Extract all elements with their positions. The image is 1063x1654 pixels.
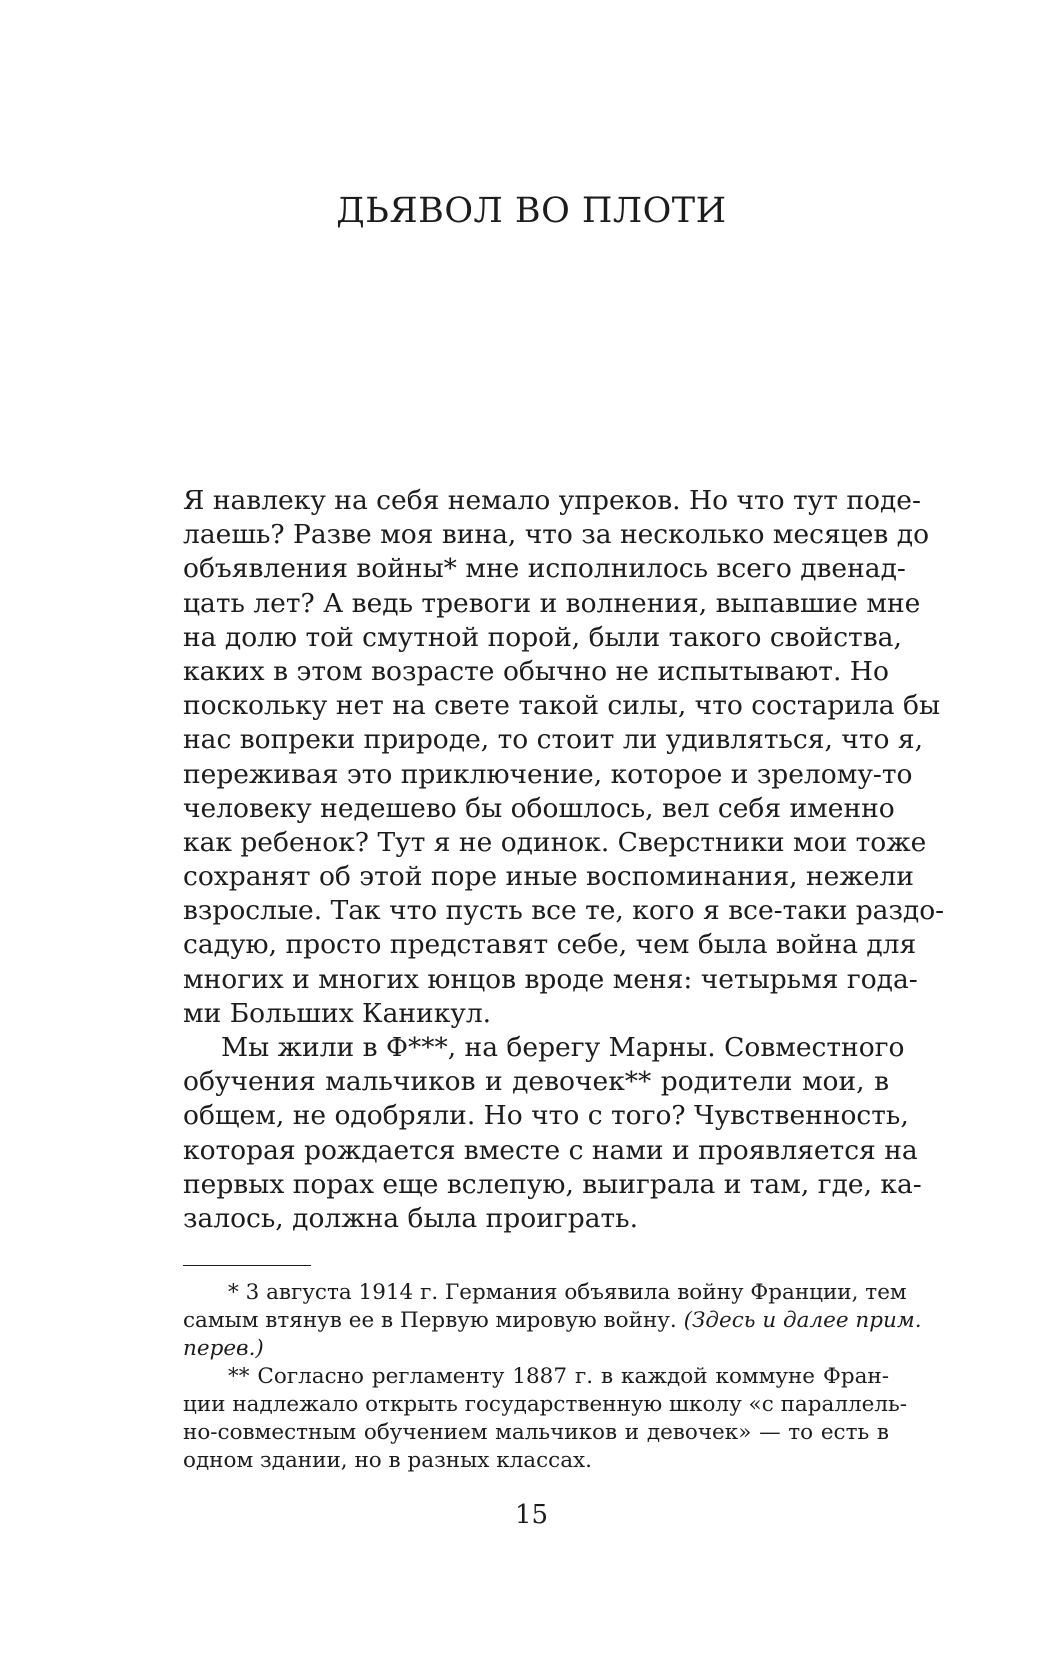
footnote-1 xyxy=(183,1279,922,1363)
text-line: взрослые. Так что пусть все те, кого я все-таки раздо- xyxy=(183,895,945,927)
footnote-line: но-совместным обучением мальчиков и девочек» — то есть в xyxy=(183,1420,889,1445)
footnote-text: самым втянув ее в Первую мировую войну. xyxy=(183,1308,677,1333)
text-line: обучения мальчиков и девочек** родители мои, в xyxy=(183,1066,889,1098)
text-line: человеку недешево бы обошлось, вел себя именно xyxy=(183,792,895,824)
text-line: первых порах еще вслепую, выиграла и там, где, ка- xyxy=(183,1168,922,1200)
text-line: садую, просто представят себе, чем была война для xyxy=(183,929,917,961)
text-line: каких в этом возрасте обычно не испытывают. Но xyxy=(183,655,889,687)
footnote-line: ** Согласно регламенту 1887 г. в каждой коммуне Фран- xyxy=(228,1364,889,1389)
footnote-line: ции надлежало открыть государственную школу «с параллель- xyxy=(183,1392,907,1417)
footnote-line xyxy=(183,1335,889,1363)
footnote-2 xyxy=(183,1363,907,1475)
chapter-title: ДЬЯВОЛ ВО ПЛОТИ xyxy=(336,191,727,232)
text-line: на долю той смутной порой, были такого свойства, xyxy=(183,621,902,653)
text-line: цать лет? А ведь тревоги и волнения, выпавшие мне xyxy=(183,587,921,619)
main-text xyxy=(183,484,945,1236)
footnote-line: одном здании, но в разных классах. xyxy=(183,1448,592,1473)
footnotes xyxy=(183,1279,922,1475)
footnote-divider xyxy=(183,1265,311,1266)
paragraph-2 xyxy=(183,1031,922,1236)
footnote-line xyxy=(183,1307,922,1335)
text-line: залось, должна была проиграть. xyxy=(183,1202,639,1234)
text-line: лаешь? Разве моя вина, что за несколько месяцев до xyxy=(183,519,930,551)
text-line: общем, не одобряли. Но что с того? Чувственность, xyxy=(183,1100,909,1132)
text-line: сохранят об этой поре иные воспоминания, нежели xyxy=(183,861,914,893)
text-line: поскольку нет на свете такой силы, что состарила бы xyxy=(183,690,941,722)
text-line: как ребенок? Тут я не одинок. Сверстники мои тоже xyxy=(183,826,927,858)
text-line: Мы жили в Ф***, на берегу Марны. Совместного xyxy=(221,1032,905,1063)
page-number: 15 xyxy=(514,1500,549,1530)
footnote-line: * 3 августа 1914 г. Германия объявила войну Франции, тем xyxy=(228,1280,907,1305)
text-line: многих и многих юнцов вроде меня: четырьмя года- xyxy=(183,963,918,995)
text-line: переживая это приключение, которое и зрелому-то xyxy=(183,758,913,790)
text-line: нас вопреки природе, то стоит ли удивляться, что я, xyxy=(183,724,924,756)
paragraph-1 xyxy=(183,484,945,1031)
footnote-note: перев.) xyxy=(183,1336,264,1361)
text-line: ми Больших Каникул. xyxy=(183,997,492,1029)
text-line: Я навлеку на себя немало упреков. Но что тут поде- xyxy=(183,485,921,516)
text-line: объявления войны* мне исполнилось всего двенад- xyxy=(183,553,906,585)
text-line: которая рождается вместе с нами и проявляется на xyxy=(183,1134,918,1166)
footnote-note: (Здесь и далее прим. xyxy=(683,1308,922,1333)
